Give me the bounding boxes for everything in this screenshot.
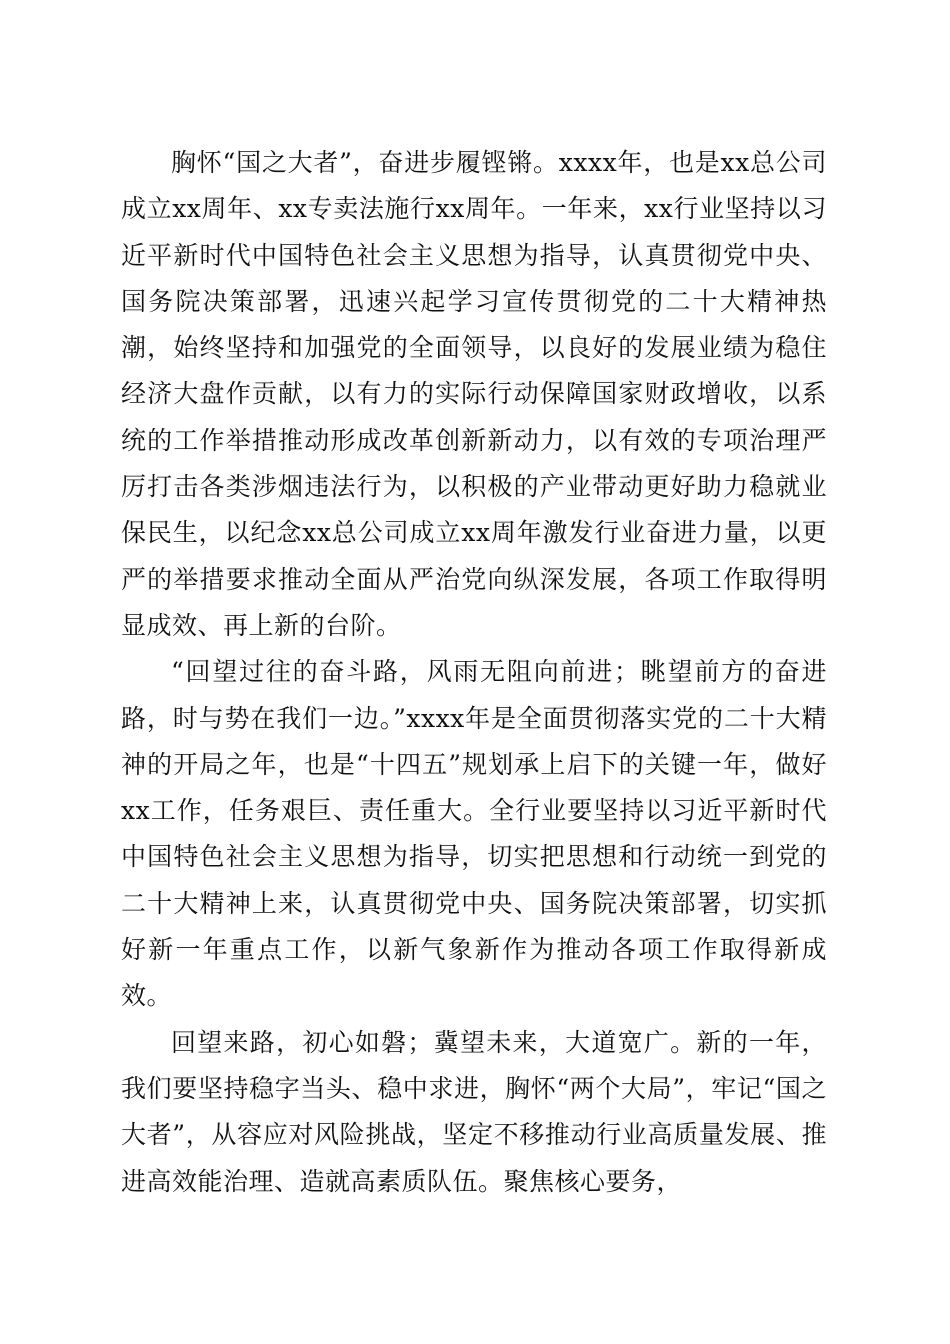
paragraph-2: “回望过往的奋斗路，风雨无阻向前进；眺望前方的奋进路，时与势在我们一边。”xxxx年是全面贯彻落实党的二十大精神的开局之年，也是“十四五”规划承上启下的关键一年，做好xx工作，任务艰巨、责任重大。全行业要坚持以习近平新时代中国特色社会主义思想为指导，切实把思想和行动统一到党的二十大精神上来，认真贯彻党中央、国务院决策部署，切实抓好新一年重点工作，以新气象新作为推动各项工作取得新成效。 [121, 657, 827, 1011]
paragraph-3: 回望来路，初心如磐；冀望未来，大道宽广。新的一年，我们要坚持稳字当头、稳中求进，胸怀“两个大局”，牢记“国之大者”，从容应对风险挑战，坚定不移推动行业高质量发展、推进高效能治理、造就高素质队伍。聚焦核心要务， [121, 1027, 827, 1196]
paragraph-1: 胸怀“国之大者”，奋进步履铿锵。xxxx年，也是xx总公司成立xx周年、xx专卖法施行xx周年。一年来，xx行业坚持以习近平新时代中国特色社会主义思想为指导，认真贯彻党中央、国务院决策部署，迅速兴起学习宣传贯彻党的二十大精神热潮，始终坚持和加强党的全面领导，以良好的发展业绩为稳住经济大盘作贡献，以有力的实际行动保障国家财政增收，以系统的工作举措推动形成改革创新新动力，以有效的专项治理严厉打击各类涉烟违法行为，以积极的产业带动更好助力稳就业保民生，以纪念xx总公司成立xx周年激发行业奋进力量，以更严的举措要求推动全面从严治党向纵深发展，各项工作取得明显成效、再上新的台阶。 [121, 148, 827, 640]
document-body [121, 140, 827, 1205]
